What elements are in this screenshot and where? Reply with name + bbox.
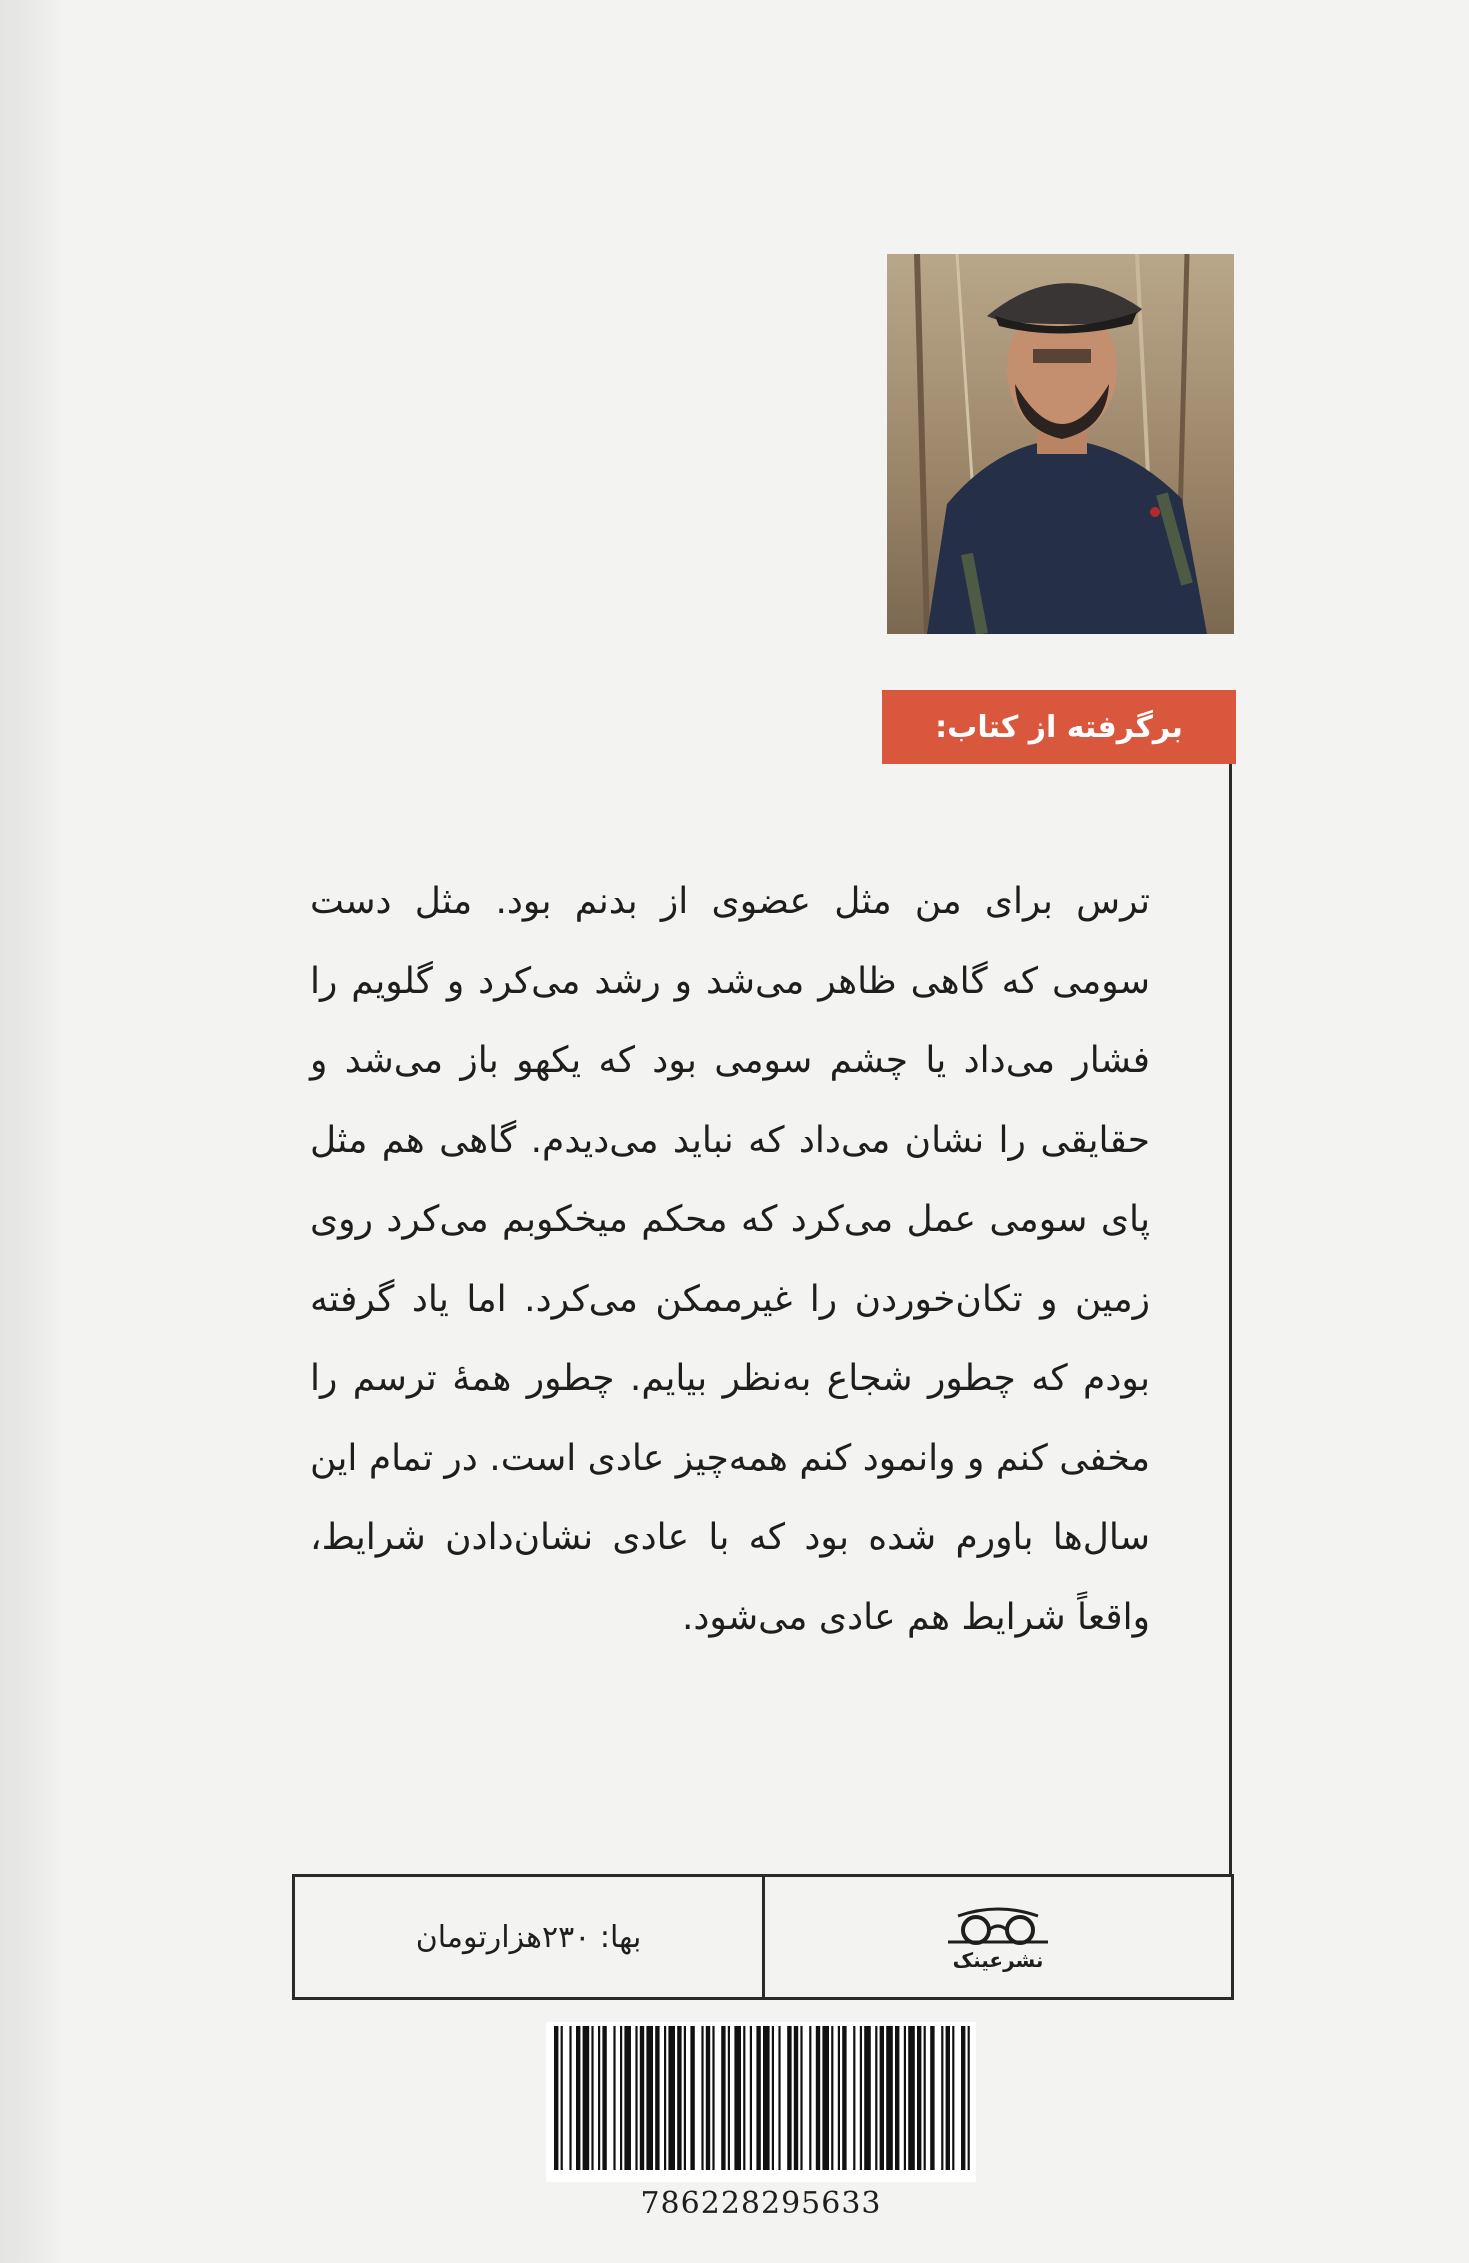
barcode-bar [930, 2026, 934, 2170]
barcode-bar [701, 2026, 703, 2170]
barcode-bar [800, 2026, 802, 2170]
barcode-bar [561, 2026, 563, 2170]
barcode-number: 786228295633 [640, 2186, 882, 2221]
barcode-bar [778, 2026, 780, 2170]
barcode-bar [569, 2026, 571, 2170]
barcode-bar [895, 2026, 899, 2170]
barcode-bar [646, 2026, 653, 2170]
barcode-bar [655, 2026, 659, 2170]
barcode-bar [734, 2026, 741, 2170]
footer-box [292, 1874, 1234, 2000]
barcode-bar [576, 2026, 580, 2170]
barcode-bar [952, 2026, 954, 2170]
barcode-bar [864, 2026, 871, 2170]
barcode-bar [816, 2026, 820, 2170]
barcode-bar [838, 2026, 840, 2170]
price-label: بها: ۲۳۰هزارتومان [295, 1877, 765, 1997]
barcode-bar [635, 2026, 637, 2170]
barcode-bar [968, 2026, 970, 2170]
barcode-bar [743, 2026, 745, 2170]
barcode-bar [822, 2026, 829, 2170]
barcode-bar [602, 2026, 606, 2170]
barcode-bar [750, 2026, 752, 2170]
barcode-bar [591, 2026, 593, 2170]
excerpt-text: ترس برای من مثل عضوی از بدنم بود. مثل دست سومی که گاهی ظاهر می‌شد و رشد می‌کرد و گلویم را فشار می‌داد یا چشم سومی بود که یکهو باز می‌شد و حقایقی را نشان می‌داد که نباید می‌دیدم. گاهی هم مثل پای سومی عمل می‌کرد که محکم میخکوبم می‌کرد روی زمین و تکان‌خوردن را غیرممکن می‌کرد. اما یاد گرفته بودم که چطور شجاع به‌نظر بیایم. چطور همهٔ ترسم را مخفی کنم و وانمود کنم همه‌چیز عادی است. در تمام این سال‌ها باورم شده بود که با عادی نشان‌دادن شرایط، واقعاً شرایط هم عادی می‌شود. [310, 881, 1150, 1638]
author-photo [887, 254, 1234, 634]
barcode-bar [712, 2026, 714, 2170]
barcode-bar [904, 2026, 906, 2170]
barcode-bar [640, 2026, 644, 2170]
barcode-bar [613, 2026, 615, 2170]
barcode-bar [860, 2026, 862, 2170]
barcode-bar [598, 2026, 600, 2170]
barcode-bar [809, 2026, 811, 2170]
barcode-bar [624, 2026, 631, 2170]
barcode-bar [668, 2026, 675, 2170]
barcode [546, 2022, 976, 2182]
barcode-bar [908, 2026, 915, 2170]
barcode-bar [794, 2026, 798, 2170]
barcode-bar [961, 2026, 965, 2170]
barcode-bar [842, 2026, 846, 2170]
barcode-bar [917, 2026, 921, 2170]
barcode-bar [875, 2026, 877, 2170]
barcode-bar [684, 2026, 686, 2170]
publisher-area [765, 1877, 1231, 1997]
barcode-bar [620, 2026, 622, 2170]
barcode-bar [763, 2026, 770, 2170]
barcode-bar [853, 2026, 855, 2170]
barcode-bar [880, 2026, 884, 2170]
barcode-bar [772, 2026, 774, 2170]
barcode-bar [664, 2026, 666, 2170]
barcode-bar [787, 2026, 791, 2170]
barcode-bar [831, 2026, 833, 2170]
spine-edge [0, 0, 62, 2263]
barcode-bar [886, 2026, 893, 2170]
barcode-bar [728, 2026, 730, 2170]
publisher-logo [938, 1902, 1058, 1972]
barcode-bar [554, 2026, 558, 2170]
barcode-bar [690, 2026, 694, 2170]
barcode-bar [677, 2026, 681, 2170]
barcode-bar [924, 2026, 926, 2170]
barcode-bar [721, 2026, 725, 2170]
excerpt-heading: برگرفته از کتاب: [882, 690, 1236, 764]
barcode-bars [546, 2022, 976, 2174]
barcode-bar [756, 2026, 760, 2170]
barcode-bar [941, 2026, 943, 2170]
publisher-name: نشرعینک [952, 1948, 1044, 1972]
barcode-bar [706, 2026, 710, 2170]
barcode-bar [583, 2026, 590, 2170]
glasses-book-icon [938, 1902, 1058, 1946]
barcode-bar [946, 2026, 950, 2170]
